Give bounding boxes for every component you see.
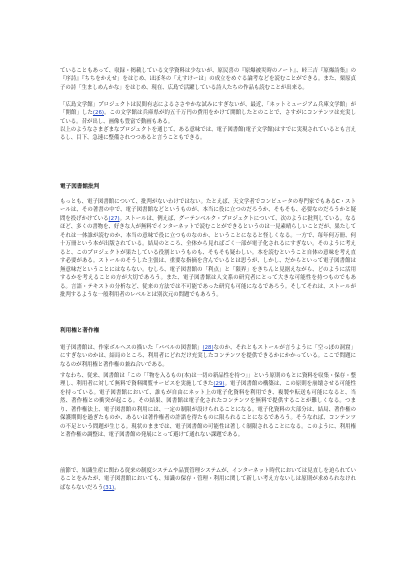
footnote-link-26[interactable]: (26) <box>92 110 104 117</box>
footnote-link-27[interactable]: (27) <box>108 215 120 222</box>
paragraph-literary-museum: 「広島文学館」プロジェクトは民間有志によるささやかな試みにすぎないが、最近、「ネットミュージアム兵庫文学館」が「開館」した(26)。この文学館は兵庫県が約五千万円の費用をかけて開館したとのことで、さすがにコンテンツは充実している。昔が出し、画像も豊富で動画もある。 <box>60 102 356 125</box>
footnote-link-28[interactable]: (28) <box>202 345 214 351</box>
paragraph-babel-library: 電子図書館は、作家ボルヘスの描いた「バベルの図書館」(28)なのか、それともストールが言うように「空っぽの洞窟」にすぎないのかは、結局のところ、利用者にどれだけ充実したコンテンツを提供できるかにかかっている。ここで問題になるのが利用権と著作権の兼ね合いである。 <box>60 345 356 368</box>
paragraph-summary: 以上のようなさまざまなプロジェクトを通じて、ある意味では、電子図書館(電子文学館)はすでに実現されているとも言えるし、目下、急速に整備されつつあると言うこともできる。 <box>60 127 356 142</box>
paragraph-knowledge-systems: 前節で、知識生産に関わる従来の制度システムや品質管理システムが、インターネット時代においては見直しを迫られていることをみたが、電子図書館においても、知識の保存・管理・利用に関して新しい考え方ないしは原則が求められなければならないだろう(31)。 <box>60 468 356 491</box>
paragraph-intro-archives: ていることもあって、収録・掲載している文学資料は少ないが、原民喜の『原爆被災時のノート』、峠三吉『原爆詩集』の『序詩』『ちちをかえせ」をはじめ、ほぼ冬の「えすけーは」の成立をめぐる論考などを読むことができる。また、栗原貞子の詩「生ましめんかな」をはじめ、現在、広島で活躍している詩人たちの作品も読むことが出来る。 <box>60 68 356 91</box>
footnote-link-31[interactable]: (31) <box>103 484 115 491</box>
paragraph-critique: もっとも、電子図書館について、批判がないわけではない。たとえば、天文学者でコンピュータの専門家でもあるC・ストールは、その著書の中で、電子図書館などというものが、本当に役に立つのだろうか、そもそも、必要なのだろうかと疑問を投げかけている(27)。ストールは、例えば、グーテンベルク・プロジェクトについて、次のように批判している。なるほど、多くの書物を、好きな人が無料でインターネットで読むことができるというのは一見素晴らしいことだが、果たしてそれは一体誰が読むのか、本当の意味で役に立つものなのか、ということになると怪しくなる。一方で、毎年何万冊、何十万冊という本が出版されている。結局のところ、全体から見ればごく一部が電子化されるにすぎない。そのように考えると、このプロジェクトが果たしている役割というものも、そもそも疑わしい。本を読むということ自体の意味を考え直す必要がある。ストールのそうした主張は、重要な指摘を含んでいるとは思うが、しかし、だからといって電子図書館は無意味だということにはならない。むしろ、電子図書館の「利点」と「限界」をきちんと見据えながら、どのように活用するかを考えることの方が大切であろう。また、電子図書館は人文系の研究者にとって大きな可能性を持つものでもある。言語・テキストの分析など、従来の方法では不可能であった研究も可能になるであろう。そしてそれは、ストールが批判するような一般利用者のレベルとは別次元の問題でもあろう。 <box>60 199 356 298</box>
footnote-link-29[interactable]: (29) <box>213 381 225 388</box>
section-heading-rights: 利用権と著作権 <box>60 328 100 334</box>
paragraph-copyright: すなわち、従来、図書館は「この「「物を入るもの(本)は一切の新品性を持つ」」という原則のもとに資料を収集・保存・整理し、利用者に対して無料で資料閲覧サービスを実施してきた(29)。電子図書館の構築は、この原則を崩壊させる可能性を持っている。電子図書館において、誰もが自由にネット上の電子化資料を利用でき、複製や転送も可能になると、当然、著作権との衝突が起こる。その結果、図書館は電子化されたコンテンツを無料で提供することが難しくなる。つまり、著作権法上、電子図書館の利用には、一定の制限が設けられることになる。電子化資料の大部分は、結局、著作権の保護期間を過ぎたものか、あるいは著作権者の許諾を得たものに限られることになるであろう。そうなれば、コンテンツの不足という問題が生じる。現状のままでは、電子図書館の可能性は著しく制限されることになる。このように、利用権と著作権の調整は、電子図書館の発展にとって避けて通れない課題である。 <box>60 373 356 439</box>
section-heading-critique: 電子図書館批判 <box>60 184 100 190</box>
